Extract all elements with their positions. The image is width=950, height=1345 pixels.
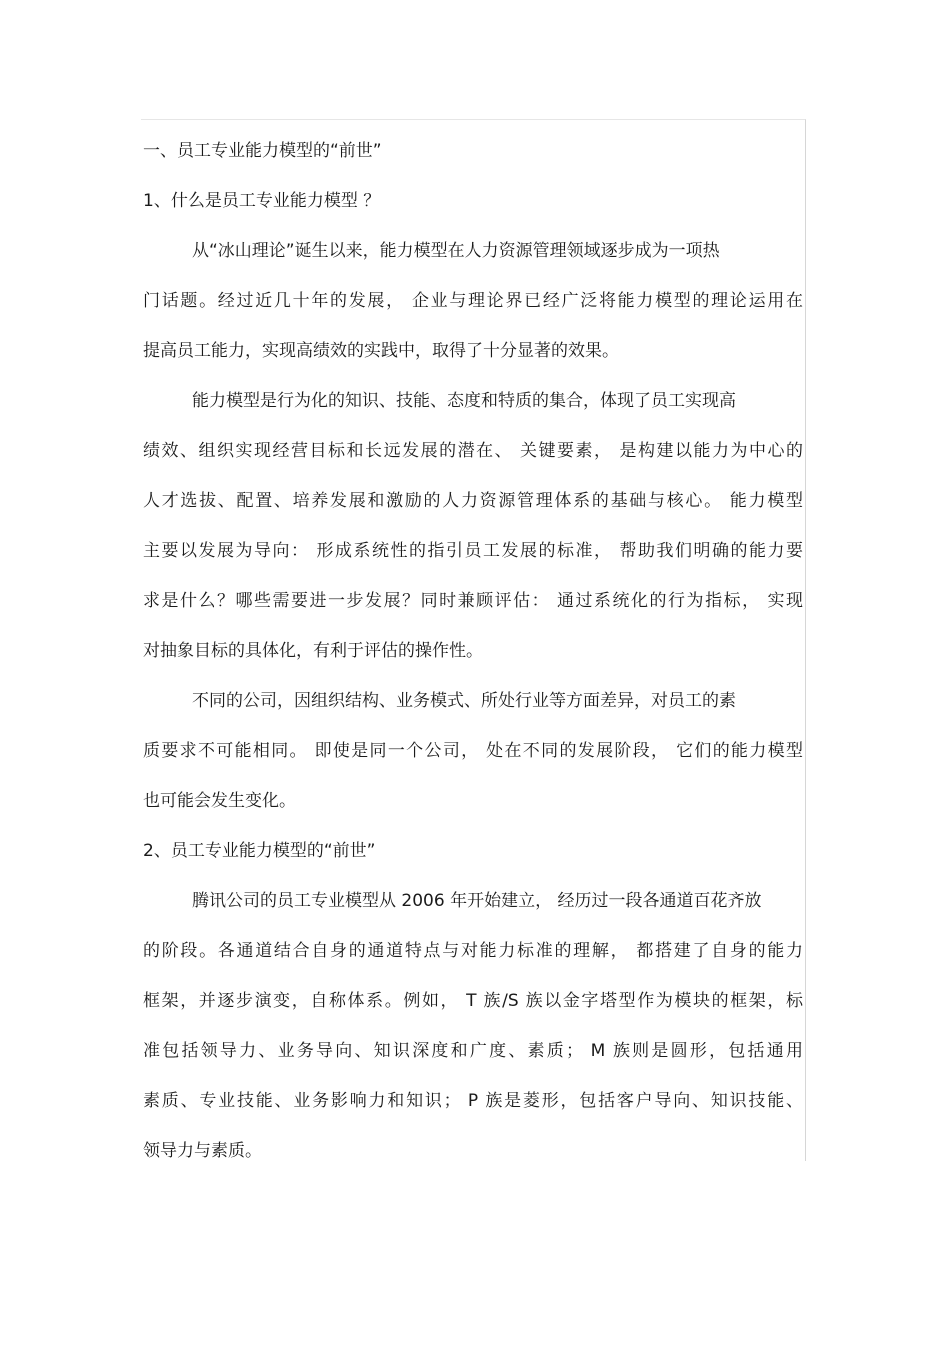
document-body bbox=[143, 126, 805, 1176]
paragraph bbox=[143, 376, 805, 676]
paragraph bbox=[143, 876, 805, 1176]
paragraph-line: 门话题。经过近几十年的发展， 企业与理论界已经广泛将能力模型的理论运用在 bbox=[143, 291, 803, 311]
paragraph-line: 从“冰山理论”诞生以来，能力模型在人力资源管理领域逐步成为一项热 bbox=[192, 241, 720, 261]
paragraph-line: 对抽象目标的具体化，有利于评估的操作性。 bbox=[143, 641, 483, 661]
paragraph-line: 腾讯公司的员工专业模型从 2006 年开始建立， 经历过一段各通道百花齐放 bbox=[192, 891, 762, 911]
subsection-heading: 1、什么是员工专业能力模型 ？ bbox=[143, 191, 381, 211]
section-heading: 一、员工专业能力模型的“前世” bbox=[143, 141, 382, 161]
paragraph-line: 框架，并逐步演变，自称体系。例如， T 族/S 族以金字塔型作为模块的框架，标 bbox=[143, 991, 803, 1011]
paragraph-line: 主要以发展为导向： 形成系统性的指引员工发展的标准， 帮助我们明确的能力要 bbox=[143, 541, 803, 561]
paragraph-line: 求是什么？哪些需要进一步发展？同时兼顾评估： 通过系统化的行为指标， 实现 bbox=[143, 591, 803, 611]
paragraph-line: 能力模型是行为化的知识、技能、态度和特质的集合，体现了员工实现高 bbox=[192, 391, 736, 411]
subsection-heading: 2、员工专业能力模型的“前世” bbox=[143, 841, 376, 861]
paragraph-line: 不同的公司，因组织结构、业务模式、所处行业等方面差异，对员工的素 bbox=[192, 691, 736, 711]
paragraph bbox=[143, 676, 805, 826]
paragraph-line: 也可能会发生变化。 bbox=[143, 791, 296, 811]
paragraph-line: 绩效、组织实现经营目标和长远发展的潜在、 关键要素， 是构建以能力为中心的 bbox=[143, 441, 803, 461]
paragraph-line: 素质、专业技能、业务影响力和知识； P 族是菱形，包括客户导向、知识技能、 bbox=[143, 1091, 803, 1111]
paragraph-line: 准包括领导力、业务导向、知识深度和广度、素质； M 族则是圆形，包括通用 bbox=[143, 1041, 803, 1061]
paragraph-line: 质要求不可能相同。 即使是同一个公司， 处在不同的发展阶段， 它们的能力模型 bbox=[143, 741, 803, 761]
paragraph-line: 领导力与素质。 bbox=[143, 1141, 262, 1161]
paragraph bbox=[143, 226, 805, 376]
paragraph-line: 的阶段。各通道结合自身的通道特点与对能力标准的理解， 都搭建了自身的能力 bbox=[143, 941, 803, 961]
paragraph-line: 人才选拔、配置、培养发展和激励的人力资源管理体系的基础与核心。 能力模型 bbox=[143, 491, 803, 511]
paragraph-line: 提高员工能力，实现高绩效的实践中，取得了十分显著的效果。 bbox=[143, 341, 619, 361]
